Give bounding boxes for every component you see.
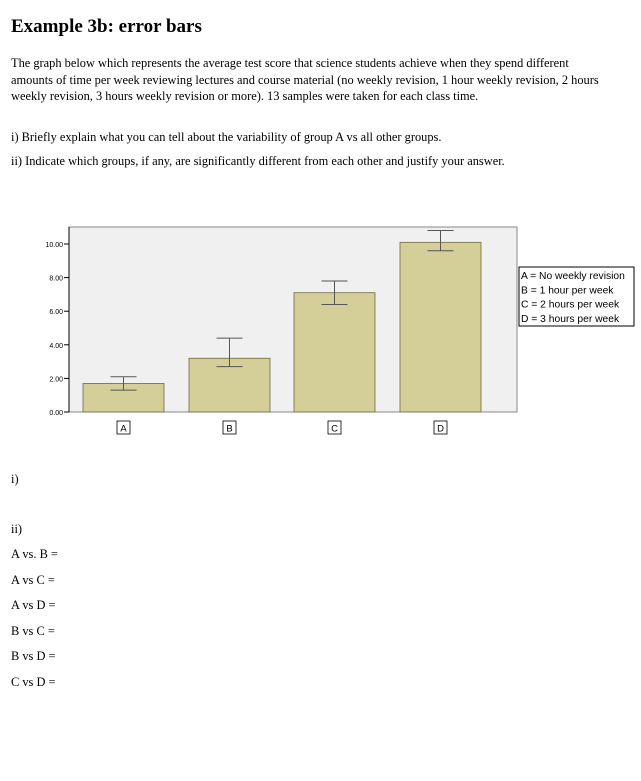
legend-entry: B = 1 hour per week [521,285,614,297]
category-label-C: C [331,423,338,435]
comparison-item: B vs D = [11,649,56,663]
legend-entry: D = 3 hours per week [521,313,620,325]
y-tick-label: 10.00 [45,242,63,249]
comparison-item: A vs C = [11,572,55,587]
intro-paragraph: The graph below which represents the average test score that science students achieve when they spend different amounts of time per week reviewing lectures and course material (no weekly revision, 1 hour weekly revision, 2 hours weekly revision, 3 hours weekly revision or more). 13 samples were taken for each class time. [11,56,599,103]
y-tick-label: 0.00 [49,410,63,417]
category-label-A: A [120,423,127,435]
y-tick-label: 8.00 [49,275,63,283]
comparison-item: A vs D = [11,598,56,612]
legend-entry: A = No weekly revision [521,271,625,282]
bar-C [294,293,375,412]
question-2: ii) Indicate which groups, if any, are significantly different from each other and justify your answer. [11,154,505,168]
comparison-item: C vs D = [11,674,56,689]
y-tick-label: 4.00 [49,342,63,350]
comparison-item: B vs C = [11,623,55,638]
category-label-B: B [226,423,233,435]
y-tick-label: 2.00 [49,376,63,384]
y-tick-label: 6.00 [49,309,63,317]
answer-1-label: i) [11,472,19,486]
answer-2-label: ii) [11,522,23,536]
legend-entry: C = 2 hours per week [521,299,620,311]
question-1: i) Briefly explain what you can tell about the variability of group A vs all other groups. [11,130,442,144]
bar-D [400,242,481,412]
page-title: Example 3b: error bars [11,16,202,37]
category-label-D: D [437,423,444,435]
comparison-item: A vs. B = [11,547,58,561]
